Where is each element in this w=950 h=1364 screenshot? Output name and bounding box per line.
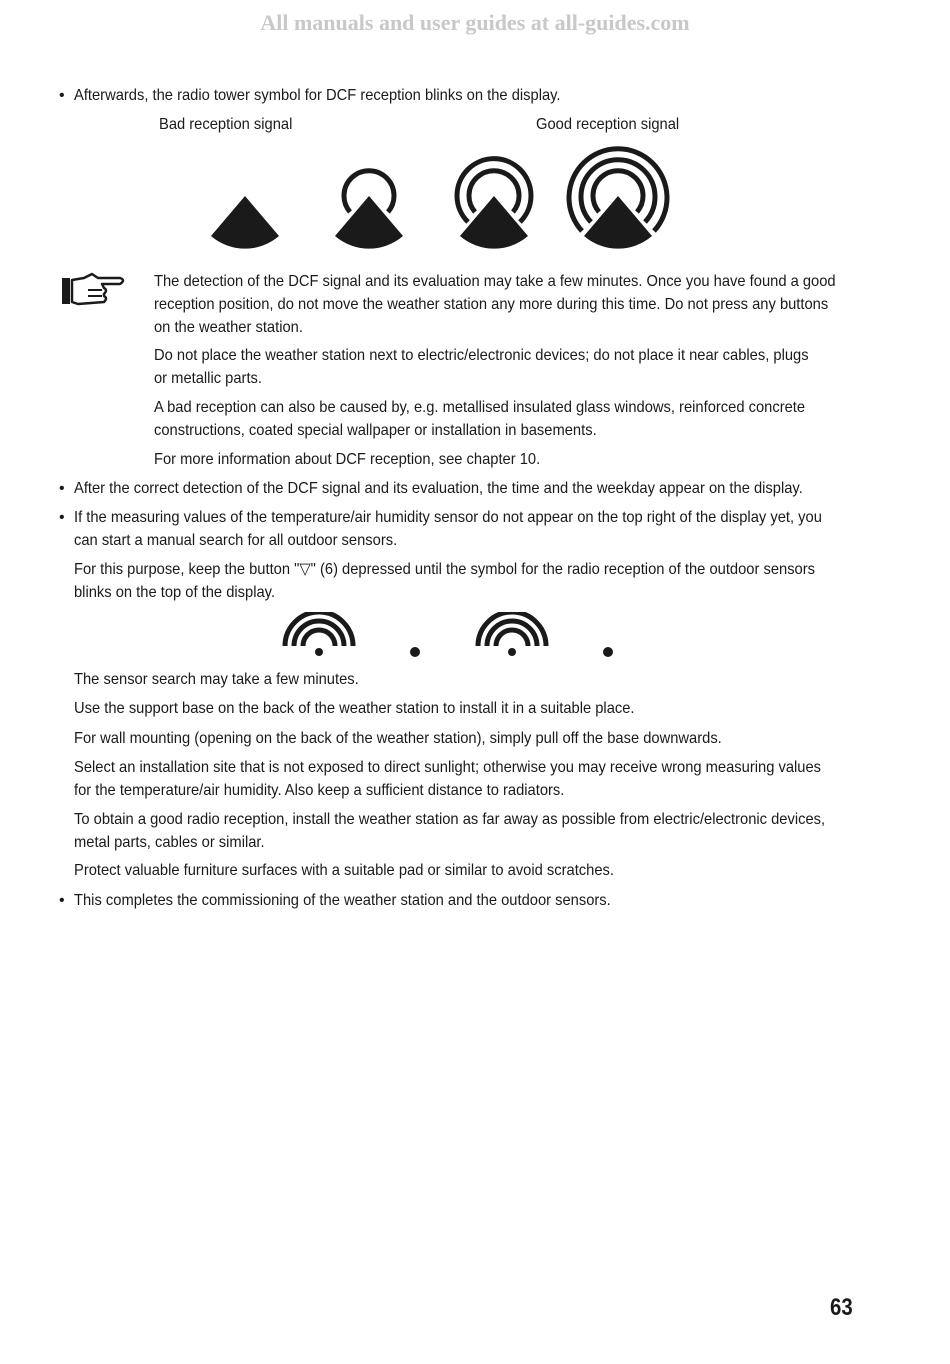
pointing-hand-icon [58,272,128,312]
install-paragraph-4: Select an installation site that is not exposed to direct sunlight; otherwise you may receive wrong measuring values for the temperature/air humidity. Also keep a sufficient distance to radiators. [74,759,822,799]
good-signal-label: Good reception signal [536,116,680,133]
tower-signal-3-icon [569,149,667,249]
bullet-marker: • [59,480,65,497]
tower-signal-1-icon [335,171,403,249]
note-paragraph-4: For more information about DCF reception, see chapter 10. [154,451,541,468]
sensor-signal-full-icon [285,612,353,656]
tower-signal-0-icon [211,196,279,249]
install-paragraph-5: To obtain a good radio reception, install the weather station as far away as possible from electric/electronic devices, metal parts, cables or similar. [74,811,826,851]
bad-signal-label: Bad reception signal [159,116,293,133]
install-paragraph-3: For wall mounting (opening on the back of the weather station), simply pull off the base downwards. [74,730,722,747]
note-paragraph-1: The detection of the DCF signal and its evaluation may take a few minutes. Once you have found a good reception position, do not move the weather station any more during this time. Do not press any buttons on the weather station. [154,273,836,336]
note-paragraph-3: A bad reception can also be caused by, e.g. metallised insulated glass windows, reinforced concrete constructions, coated special wallpaper or installation in basements. [154,399,806,439]
sensor-reception-figure [0,612,950,662]
page-number: 63 [830,1294,853,1321]
sensor-signal-full-icon [478,612,546,656]
bullet-marker: • [59,87,65,104]
install-paragraph-1: The sensor search may take a few minutes. [74,671,359,688]
watermark: All manuals and user guides at all-guides.com [260,10,690,35]
sensor-signal-dot-icon [410,647,420,657]
sensor-search-text: If the measuring values of the temperature/air humidity sensor do not appear on the top right of the display yet, you can start a manual search for all outdoor sensors. [74,509,822,549]
tower-signal-2-icon [457,159,531,249]
bullet-marker: • [59,892,65,909]
note-paragraph-2: Do not place the weather station next to electric/electronic devices; do not place it near cables, plugs or metallic parts. [154,347,809,387]
bullet-marker: • [59,509,65,526]
after-detection-text: After the correct detection of the DCF signal and its evaluation, the time and the weekday appear on the display. [74,480,803,497]
install-paragraph-6: Protect valuable furniture surfaces with a suitable pad or similar to avoid scratches. [74,862,614,879]
install-paragraph-2: Use the support base on the back of the weather station to install it in a suitable place. [74,700,635,717]
sensor-signal-dot-icon [603,647,613,657]
sensor-purpose-text: For this purpose, keep the button "▽" (6) depressed until the symbol for the radio reception of the outdoor sensors blinks on the top of the display. [74,561,816,601]
dcf-signal-strength-figure [0,0,950,260]
intro-text: Afterwards, the radio tower symbol for DCF reception blinks on the display. [74,87,561,104]
final-text: This completes the commissioning of the weather station and the outdoor sensors. [74,892,611,909]
